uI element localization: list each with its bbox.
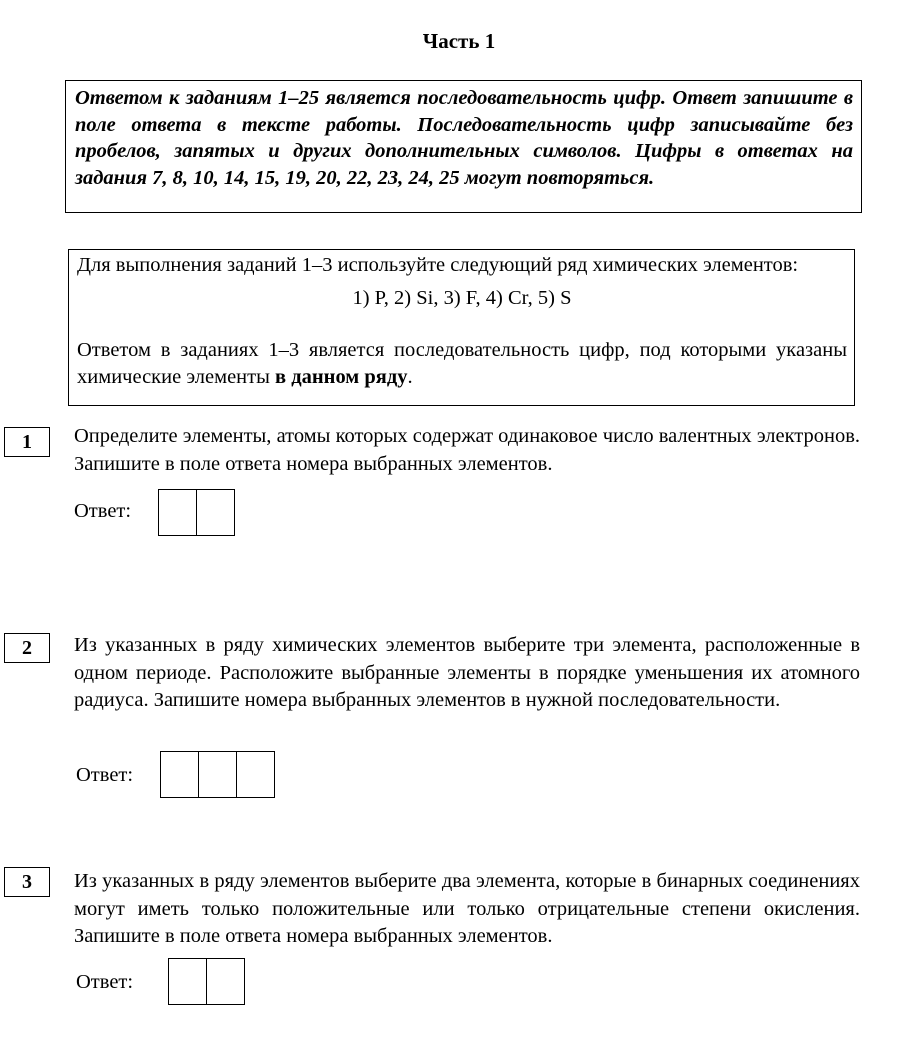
instructions-text: Ответом к заданиям 1–25 является последовательность цифр. Ответ запишите в поле ответа в тексте работы. Последовательность цифр записывайте без пробелов, запятых и других дополнительных символов. Цифры в ответах на задания 7, 8, 10, 14, 15, 19, 20, 22, 23, 24, 25 могут повторяться. xyxy=(75,87,853,189)
answer-cell[interactable] xyxy=(198,752,236,797)
answer-field[interactable] xyxy=(168,958,245,1005)
instructions-box xyxy=(65,80,862,213)
task-number: 2 xyxy=(4,633,50,663)
series-note-emphasis: в данном ряду xyxy=(275,365,408,388)
page-title: Часть 1 xyxy=(422,29,496,53)
answer-field[interactable] xyxy=(160,751,275,798)
answer-cell[interactable] xyxy=(236,752,274,797)
answer-field[interactable] xyxy=(158,489,235,536)
answer-label: Ответ: xyxy=(74,500,132,522)
task-text: Из указанных в ряду элементов выберите два элемента, которые в бинарных соединениях могут иметь только положительные или только отрицательные степени окисления. Запишите в поле ответа номера выбранных элементов. xyxy=(74,870,860,947)
task-text: Из указанных в ряду химических элементов выберите три элемента, расположенные в одном периоде. Расположите выбранные элементы в порядке уменьшения их атомного радиуса. Запишите номера выбранных элементов в нужной последовательности. xyxy=(74,634,860,711)
series-note-end: . xyxy=(407,365,413,388)
element-series-list: 1) P, 2) Si, 3) F, 4) Cr, 5) S xyxy=(352,286,572,309)
task-number: 1 xyxy=(4,427,50,457)
answer-label: Ответ: xyxy=(76,764,134,786)
answer-cell[interactable] xyxy=(161,752,198,797)
answer-cell[interactable] xyxy=(159,490,196,535)
answer-cell[interactable] xyxy=(169,959,206,1004)
answer-label: Ответ: xyxy=(76,971,134,993)
element-series-box xyxy=(68,249,855,406)
task-number: 3 xyxy=(4,867,50,897)
task-text: Определите элементы, атомы которых содержат одинаковое число валентных электронов. Запишите в поле ответа номера выбранных элементов. xyxy=(74,425,860,475)
series-intro: Для выполнения заданий 1–3 используйте следующий ряд химических элементов: xyxy=(77,254,799,276)
series-note-text: Ответом в заданиях 1–3 является последовательность цифр, под которыми указаны химические элементы xyxy=(77,339,847,388)
answer-cell[interactable] xyxy=(206,959,244,1004)
answer-cell[interactable] xyxy=(196,490,234,535)
series-note xyxy=(77,337,847,390)
